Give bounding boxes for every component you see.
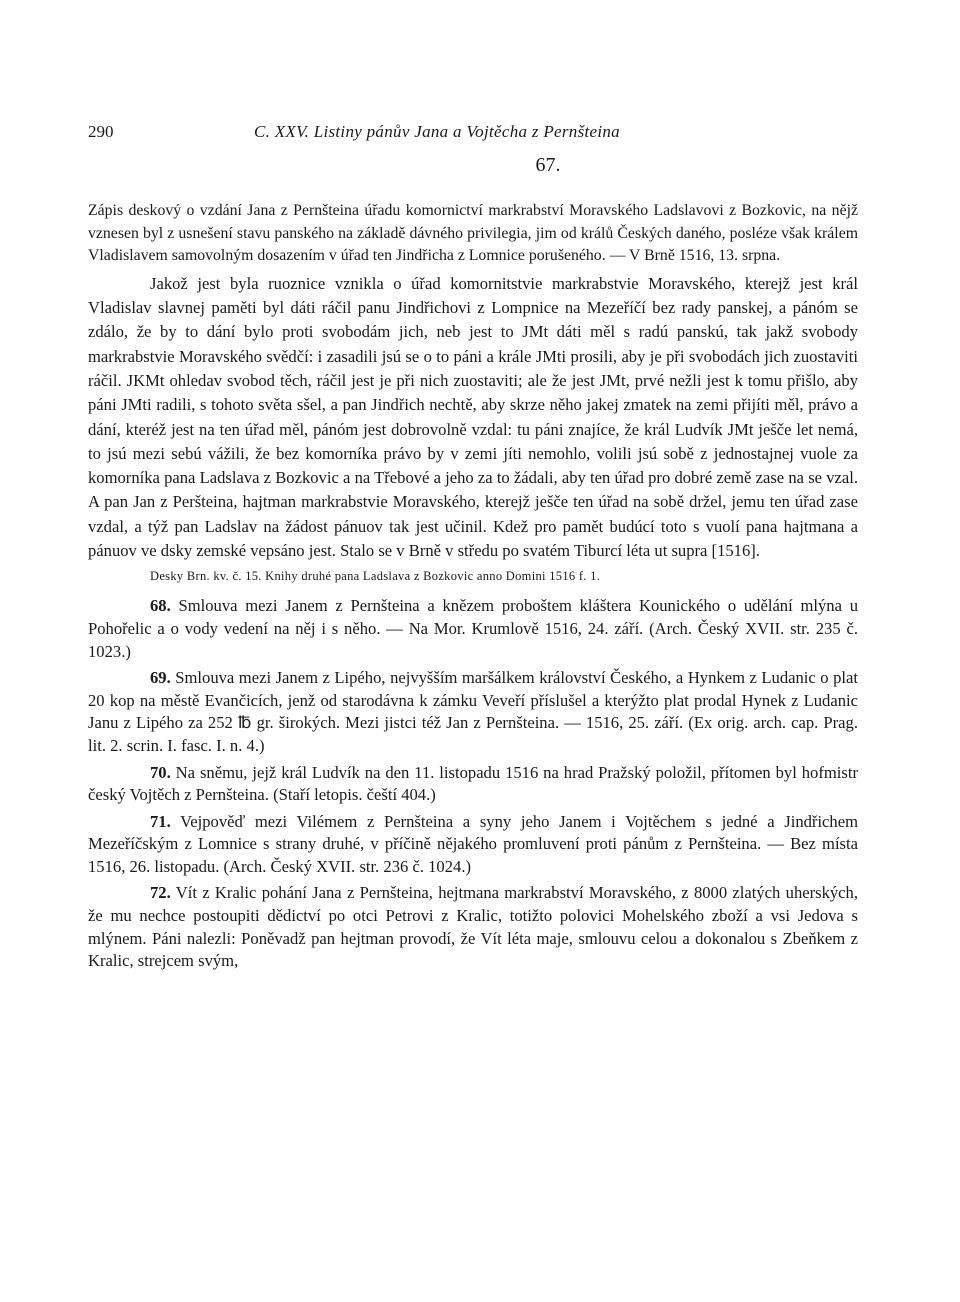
running-head: C. XXV. Listiny pánův Jana a Vojtěcha z Pernšteina (254, 122, 620, 141)
entry-list (88, 595, 858, 973)
entry-68 (88, 595, 858, 663)
entry-number: 68. (150, 596, 171, 616)
entry-text: Smlouva mezi Janem z Pernšteina a knězem proboštem kláštera Kounického o udělání mlýna u Pohořelic a o vody vedení na něj i s něho. — Na Mor. Krumlově 1516, 24. září. (Arch. Český XVII. str. 235 č. 1023.) (88, 596, 858, 661)
entry-70 (88, 762, 858, 807)
document-body-text: Jakož jest byla ruoznice vznikla o úřad komornitstvie markrabstvie Moravského, kterejž jest král Vladislav slavnej paměti byl dáti ráčil panu Jindřichovi z Lompnice na Mezeříčí bez rady panskej, a pánóm se zdálo, že by to dání bylo proti svobodám jich, neb jest to JMt dáti měl s radú panskú, tak jakž svobody markrabstvie Moravského svědčí: i zasadili jsú se o to páni a krále JMti prosili, aby je při svobodách jich zuostaviti ráčil. JKMt ohledav svobod těch, ráčil jest je při nich zuostaviti; ale že jest JMt, prvé nežli jest k tomu přišlo, aby páni JMti radili, s tohoto světa sšel, a pan Jindřich nechtě, aby skrze něho jakej zmatek na zemi přijíti měl, právo a dání, kteréž jest na ten úřad měl, pánóm jest dobrovolně vzdal: tu páni znajíce, že král Ludvík JMt ješče let nemá, to jsú mezi sebú vážili, že bez komorníka právo by v zemi jíti nemohlo, volili jsú sobě z jednostajnej vuole za komorníka pana Ladslava z Bozkovic a na Třebové a jeho za to žádali, aby ten úřad pro dobré země zase na se vzal. A pan Jan z Peršteina, hajtman markrabstvie Moravského, kterejž ješče ten úřad na sobě držel, jemu ten úřad zase vzdal, a týž pan Ladslav na žádost pánuov tak jest učinil. Kdež pro pamět budúcí toto s vuolí pana hajtmana a pánuov ve dsky zemské vepsáno jest. Stalo se v Brně v středu po svatém Tiburcí léta ut supra [1516]. (88, 273, 858, 561)
entry-71 (88, 811, 858, 879)
entry-number: 72. (150, 883, 171, 903)
entry-text: Vejpověď mezi Vilémem z Pernšteina a syny jeho Janem i Vojtěchem s jedné a Jindřichem Mezeříčským z Lomnice s strany druhé, v příčině nějakého promluvení proti pánům z Pernšteina. — Bez místa 1516, 26. listopadu. (Arch. Český XVII. str. 236 č. 1024.) (88, 811, 858, 876)
entry-text: Vít z Kralic pohání Jana z Pernšteina, hejtmana markrabství Moravského, z 8000 zlatých uherských, že mu nechce postoupiti dědictví po otci Petrovi z Kralic, totižto polovici Mohelského zboží a vsi Jedova s mlýnem. Páni nalezli: Poněvadž pan hejtman provodí, že Vít léta maje, smlouvu celou a dokonalou s Zbeňkem z Kralic, strejcem svým, (88, 883, 858, 971)
entry-69 (88, 667, 858, 757)
entry-number: 70. (150, 762, 171, 782)
entry-text: Na sněmu, jejž král Ludvík na den 11. listopadu 1516 na hrad Pražský položil, přítomen byl hofmistr český Vojtěch z Pernšteina. (Staří letopis. čeští 404.) (88, 762, 858, 805)
page-header (88, 116, 858, 146)
document-body (88, 272, 858, 564)
document-regest: Zápis deskový o vzdání Jana z Pernšteina úřadu komornictví markrabství Moravského Ladslavovi z Bozkovic, na nějž vznesen byl z usnešení stavu panského na základě dávného privilegia, jim od králů Českých daného, posléze však králem Vladislavem samovolným dosazením v úřad ten Jindřicha z Lomnice porušeného. — V Brně 1516, 13. srpna. (88, 202, 858, 265)
entry-number: 69. (150, 668, 171, 688)
page-number: 290 (88, 122, 114, 141)
document-number: 67. (535, 154, 561, 176)
entry-number: 71. (150, 811, 171, 831)
source-note: Desky Brn. kv. č. 15. Knihy druhé pana Ladslava z Bozkovic anno Domini 1516 f. 1. (150, 569, 601, 584)
entry-72 (88, 882, 858, 972)
entry-text: Smlouva mezi Janem z Lipého, nejvyšším maršálkem království Českého, a Hynkem z Ludanic o plat 20 kop na městě Evančicích, jenž od starodávna k zámku Veveří příslušel a kterýžto plat prodal Hynek z Ludanic Janu z Lipého za 252 ℔ gr. širokých. Mezi jistci též Jan z Pernšteina. — 1516, 25. září. (Ex orig. arch. cap. Prag. lit. 2. scrin. I. fasc. I. n. 4.) (88, 668, 858, 755)
book-page (88, 116, 858, 977)
